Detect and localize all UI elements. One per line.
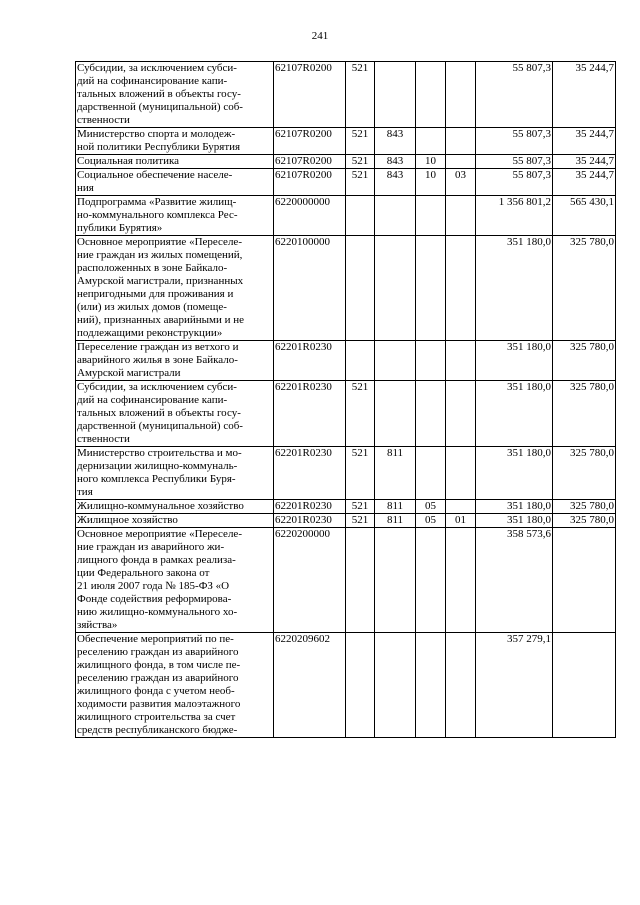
target-article-cell: 62107R0200 (274, 169, 346, 196)
item-name-line: реселению граждан из аварийного (77, 672, 239, 684)
item-name-line: Амурской магистрали, признанных (77, 275, 244, 287)
item-name-line: средств республиканского бюдже- (77, 724, 238, 736)
target-article-cell: 62201R0230 (274, 341, 346, 381)
item-name-line: ние граждан из аварийного жи- (77, 541, 225, 553)
expense-type-cell (346, 341, 375, 381)
admin-code-cell: 843 (375, 169, 416, 196)
subsection-cell (446, 128, 476, 155)
item-name-line: но-коммунального комплекса Рес- (77, 209, 238, 221)
table-body (76, 62, 616, 738)
subsection-cell (446, 528, 476, 633)
admin-code-cell (375, 236, 416, 341)
item-name-line: Фонде содействия реформирова- (77, 593, 232, 605)
amount-year1-cell: 351 180,0 (476, 500, 553, 514)
subsection-cell (446, 196, 476, 236)
table-row (76, 341, 616, 381)
subsection-cell (446, 236, 476, 341)
admin-code-cell (375, 341, 416, 381)
item-name-cell (76, 381, 274, 447)
amount-year1-cell: 351 180,0 (476, 341, 553, 381)
target-article-cell: 62201R0230 (274, 447, 346, 500)
amount-year1-cell: 55 807,3 (476, 128, 553, 155)
item-name-line: Переселение граждан из ветхого и (77, 341, 239, 353)
amount-year2-cell: 35 244,7 (553, 169, 616, 196)
amount-year2-cell (553, 633, 616, 738)
amount-year1-cell: 55 807,3 (476, 155, 553, 169)
amount-year2-cell (553, 528, 616, 633)
item-name-cell (76, 633, 274, 738)
subsection-cell: 01 (446, 514, 476, 528)
amount-year1-cell: 351 180,0 (476, 447, 553, 500)
expense-type-cell (346, 196, 375, 236)
expense-type-cell: 521 (346, 514, 375, 528)
table-row (76, 633, 616, 738)
section-cell: 10 (416, 169, 446, 196)
item-name-line: аварийного жилья в зоне Байкало- (77, 354, 238, 366)
expense-type-cell (346, 633, 375, 738)
section-cell (416, 381, 446, 447)
item-name-line: жилищного строительства за счет (77, 711, 236, 723)
subsection-cell (446, 381, 476, 447)
amount-year2-cell: 325 780,0 (553, 500, 616, 514)
expense-type-cell (346, 528, 375, 633)
expense-type-cell (346, 236, 375, 341)
amount-year1-cell: 351 180,0 (476, 514, 553, 528)
item-name-line: ния (77, 182, 94, 194)
item-name-line: Жилищное хозяйство (77, 514, 178, 526)
target-article-cell: 62107R0200 (274, 128, 346, 155)
item-name-cell (76, 236, 274, 341)
section-cell: 10 (416, 155, 446, 169)
expense-type-cell: 521 (346, 447, 375, 500)
page-number: 241 (311, 30, 329, 42)
item-name-line: Основное мероприятие «Переселе- (77, 528, 242, 540)
item-name-line: дий на софинансирование капи- (77, 394, 228, 406)
item-name-line: (или) из жилых домов (помеще- (77, 301, 227, 313)
target-article-cell: 62107R0200 (274, 155, 346, 169)
item-name-line: Амурской магистрали (77, 367, 181, 379)
item-name-line: Министерство строительства и мо- (77, 447, 242, 459)
item-name-line: дарственной (муниципальной) соб- (77, 101, 243, 113)
target-article-cell: 6220000000 (274, 196, 346, 236)
section-cell: 05 (416, 514, 446, 528)
amount-year2-cell: 325 780,0 (553, 447, 616, 500)
subsection-cell (446, 447, 476, 500)
section-cell (416, 341, 446, 381)
item-name-cell (76, 447, 274, 500)
subsection-cell (446, 155, 476, 169)
section-cell: 05 (416, 500, 446, 514)
amount-year2-cell: 325 780,0 (553, 236, 616, 341)
item-name-line: ственности (77, 114, 130, 126)
item-name-line: тия (77, 486, 93, 498)
item-name-line: дий на софинансирование капи- (77, 75, 228, 87)
item-name-cell (76, 528, 274, 633)
item-name-line: Основное мероприятие «Переселе- (77, 236, 242, 248)
target-article-cell: 6220100000 (274, 236, 346, 341)
item-name-line: Жилищно-коммунальное хозяйство (77, 500, 244, 512)
budget-table (75, 61, 616, 738)
table-row (76, 62, 616, 128)
item-name-line: Министерство спорта и молодеж- (77, 128, 236, 140)
amount-year1-cell: 358 573,6 (476, 528, 553, 633)
item-name-line: тальных вложений в объекты госу- (77, 88, 241, 100)
item-name-line: ходимости развития малоэтажного (77, 698, 241, 710)
table-row (76, 155, 616, 169)
table-row (76, 236, 616, 341)
amount-year2-cell: 35 244,7 (553, 128, 616, 155)
admin-code-cell: 843 (375, 128, 416, 155)
section-cell (416, 236, 446, 341)
item-name-line: дарственной (муниципальной) соб- (77, 420, 243, 432)
amount-year2-cell: 35 244,7 (553, 155, 616, 169)
item-name-line: ние граждан из жилых помещений, (77, 249, 243, 261)
item-name-line: Подпрограмма «Развитие жилищ- (77, 196, 237, 208)
item-name-cell (76, 128, 274, 155)
item-name-line: лищного фонда в рамках реализа- (77, 554, 236, 566)
amount-year2-cell: 35 244,7 (553, 62, 616, 128)
target-article-cell: 6220200000 (274, 528, 346, 633)
section-cell (416, 196, 446, 236)
admin-code-cell: 811 (375, 514, 416, 528)
item-name-cell (76, 169, 274, 196)
target-article-cell: 62201R0230 (274, 514, 346, 528)
item-name-line: дернизации жилищно-коммуналь- (77, 460, 238, 472)
expense-type-cell: 521 (346, 169, 375, 196)
item-name-line: ной политики Республики Бурятия (77, 141, 241, 153)
subsection-cell: 03 (446, 169, 476, 196)
admin-code-cell: 811 (375, 500, 416, 514)
admin-code-cell (375, 633, 416, 738)
target-article-cell: 62201R0230 (274, 381, 346, 447)
section-cell (416, 62, 446, 128)
item-name-cell (76, 341, 274, 381)
table-row (76, 169, 616, 196)
admin-code-cell (375, 62, 416, 128)
section-cell (416, 128, 446, 155)
item-name-line: жилищного фонда с учетом необ- (77, 685, 235, 697)
item-name-line: расположенных в зоне Байкало- (77, 262, 228, 274)
item-name-line: тальных вложений в объекты госу- (77, 407, 241, 419)
table-row (76, 128, 616, 155)
expense-type-cell: 521 (346, 381, 375, 447)
amount-year1-cell: 55 807,3 (476, 169, 553, 196)
item-name-line: Субсидии, за исключением субси- (77, 62, 237, 74)
item-name-line: нию жилищно-коммунального хо- (77, 606, 238, 618)
section-cell (416, 633, 446, 738)
item-name-line: 21 июля 2007 года № 185-ФЗ «О (77, 580, 230, 592)
admin-code-cell (375, 196, 416, 236)
item-name-line: ции Федерального закона от (77, 567, 210, 579)
target-article-cell: 62201R0230 (274, 500, 346, 514)
item-name-cell (76, 514, 274, 528)
expense-type-cell: 521 (346, 500, 375, 514)
amount-year1-cell: 55 807,3 (476, 62, 553, 128)
item-name-cell (76, 155, 274, 169)
table-row (76, 447, 616, 500)
amount-year1-cell: 357 279,1 (476, 633, 553, 738)
item-name-line: ственности (77, 433, 130, 445)
admin-code-cell: 811 (375, 447, 416, 500)
table-row (76, 528, 616, 633)
amount-year2-cell: 565 430,1 (553, 196, 616, 236)
item-name-cell (76, 500, 274, 514)
table-row (76, 381, 616, 447)
table-row (76, 514, 616, 528)
amount-year1-cell: 351 180,0 (476, 236, 553, 341)
amount-year1-cell: 1 356 801,2 (476, 196, 553, 236)
item-name-line: Социальное обеспечение населе- (77, 169, 233, 181)
item-name-line: непригодными для проживания и (77, 288, 234, 300)
target-article-cell: 62107R0200 (274, 62, 346, 128)
item-name-line: реселению граждан из аварийного (77, 646, 239, 658)
subsection-cell (446, 341, 476, 381)
item-name-line: Социальная политика (77, 155, 180, 167)
admin-code-cell (375, 528, 416, 633)
table-row (76, 500, 616, 514)
expense-type-cell: 521 (346, 62, 375, 128)
amount-year1-cell: 351 180,0 (476, 381, 553, 447)
expense-type-cell: 521 (346, 155, 375, 169)
item-name-line: Субсидии, за исключением субси- (77, 381, 237, 393)
expense-type-cell: 521 (346, 128, 375, 155)
table-row (76, 196, 616, 236)
item-name-line: жилищного фонда, в том числе пе- (77, 659, 241, 671)
admin-code-cell (375, 381, 416, 447)
item-name-line: зяйства» (77, 619, 118, 631)
item-name-line: ний), признанных аварийными и не (77, 314, 244, 326)
subsection-cell (446, 633, 476, 738)
item-name-line: Обеспечение мероприятий по пе- (77, 633, 234, 645)
amount-year2-cell: 325 780,0 (553, 514, 616, 528)
item-name-line: публики Бурятия» (77, 222, 163, 234)
admin-code-cell: 843 (375, 155, 416, 169)
target-article-cell: 6220209602 (274, 633, 346, 738)
subsection-cell (446, 62, 476, 128)
amount-year2-cell: 325 780,0 (553, 381, 616, 447)
section-cell (416, 528, 446, 633)
item-name-cell (76, 196, 274, 236)
amount-year2-cell: 325 780,0 (553, 341, 616, 381)
item-name-cell (76, 62, 274, 128)
subsection-cell (446, 500, 476, 514)
item-name-line: подлежащими реконструкции» (77, 327, 223, 339)
section-cell (416, 447, 446, 500)
item-name-line: ного комплекса Республики Буря- (77, 473, 236, 485)
